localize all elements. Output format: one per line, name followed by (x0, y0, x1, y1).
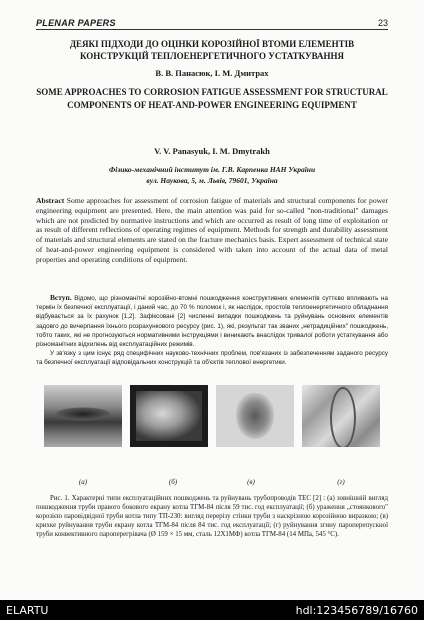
affiliation (36, 164, 388, 186)
abstract-text: Some approaches for assessment of corrosion fatigue of materials and structural components for power engineering equipment are presented. Here, the main attention was paid for so-called "non-traditional" damages which are not predicted by normative instructions and which are occurred as result of long time of exploitation or as result of different reflections of operating regimes of equipment. Methods for strength and durability assessment of materials and structural elements are stated on the fracture mechanics basis. Expert assessment of technical state of heat-and-power engineering equipment is considered with taken into account of the actual data of metal properties and operating conditions of equipment. (36, 196, 388, 264)
affiliation-address: вул. Наукова, 5, м. Львів, 79601, Україна (146, 176, 278, 185)
authors-english: V. V. Panasyuk, I. M. Dmytrakh (154, 146, 270, 156)
page-number: 23 (377, 18, 388, 28)
intro-lead: Вступ. (50, 293, 72, 302)
repository-name[interactable]: ELARTU (6, 603, 49, 617)
intro-paragraph-2: У зв'язку з цим існує ряд специфічних науково-технічних проблем, пов'язаних із забезпеченням заданого ресурсу та безпечної експлуатації відповідальних конструкцій та об'єктів теплової енергетики. (36, 350, 388, 367)
figure-g-photo (302, 385, 380, 447)
figure-row (44, 385, 380, 475)
authors-ukrainian: В. В. Панасюк, І. М. Дмитрах (155, 68, 269, 78)
figure-b-label: (б) (168, 478, 178, 486)
repository-footer-bar (0, 600, 424, 620)
figure-v-label: (в) (247, 478, 255, 486)
handle-identifier[interactable]: hdl:123456789/16760 (295, 603, 418, 617)
figure-b-photo (130, 385, 208, 447)
affiliation-institute: Фізико-механічний інститут ім. Г.В. Карпенка НАН України (108, 165, 316, 174)
figure-a-label: (а) (78, 478, 88, 486)
journal-name: PLENAR PAPERS (36, 18, 116, 28)
intro-paragraph-1 (36, 293, 388, 349)
figure-caption: Рис. 1. Характерні типи експлуатаційних пошкоджень та руйнувань трубопроводів ТЕС [2] : (а) зовнішній вигляд пошкодження труби правого бокового екрану котла ТГМ-84 після 59 тис. год експлуатації; (б) ураження „стоянкового" корозією паровідвідної труби котла типу ТП-230: вигляд перерізу стінки труби з наскрізною корозійною виразкою; (в) крихке руйнування труби екрану котла ТГМ-84 після 84 тис. год експлуатації; (г) руйнування згину пароперепускної труби конвективного пароперегрівача (Ø 159 × 15 мм, сталь 12Х1МФ) котла ТГМ-84 (14 МПа, 545 °С). (36, 495, 388, 538)
abstract (36, 196, 388, 265)
figure-g-label: (г) (337, 478, 345, 486)
title-ukrainian: ДЕЯКІ ПІДХОДИ ДО ОЦІНКИ КОРОЗІЙНОЇ ВТОМИ ЕЛЕМЕНТІВ КОНСТРУКЦІЙ ТЕПЛОЕНЕРГЕТИЧНОГО УСТАТКУВАННЯ (69, 39, 355, 61)
intro-text-1: Відомо, що різноманітні корозійно-втомні пошкодження конструктивних елементів суттєво впливають на термін їх безпечної експлуатації, і даний час, до 70 % поломок і, як наслідок, простоїв теплоенергетичного обладнання відбувається за їх рахунок [1,2]. Зафіксовані [2] численні випадки пошкоджень та руйнувань основних елементів задовго до вичерпання їхнього розрахункового ресурсу (рис. 1), які, результат так званих „нетрадиційних" пошкоджень, тобто таких, які не прогнозуються нормативними інструкціями і виникають внаслідок тривалої роботи устаткування або різноманітних відхилень від експлуатаційних режимів. (36, 295, 389, 349)
title-english: SOME APPROACHES TO CORROSION FATIGUE ASSESSMENT FOR STRUCTURAL COMPONENTS OF HEAT-AND-POWER ENGINEERING EQUIPMENT (36, 87, 388, 110)
figure-v-photo (216, 385, 294, 447)
running-header (36, 16, 388, 30)
abstract-label: Abstract (36, 196, 65, 205)
figure-a-photo (44, 385, 122, 447)
introduction (36, 293, 388, 368)
